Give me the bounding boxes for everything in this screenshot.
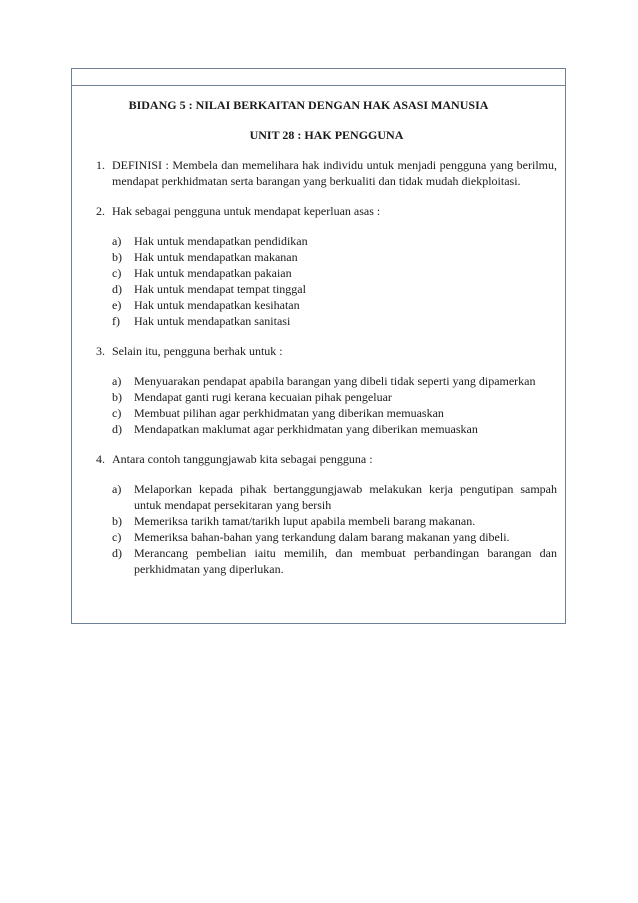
list-item-label: a)	[112, 234, 122, 248]
list-item-text: Memeriksa bahan-bahan yang terkandung dalam barang makanan yang dibeli.	[134, 530, 510, 544]
section-2	[96, 203, 557, 329]
section-3-list	[112, 373, 557, 437]
section-text: DEFINISI : Membela dan memelihara hak individu untuk menjadi pengguna yang berilmu, mendapat perkhidmatan serta barangan yang berkualiti dan tidak mudah diekploitasi.	[112, 158, 557, 188]
list-item-text: Merancang pembelian iaitu memilih, dan membuat perbandingan barangan dan perkhidmatan yang diperlukan.	[134, 546, 557, 576]
list-item-label: f)	[112, 314, 120, 328]
list-item-label: e)	[112, 298, 122, 312]
list-item	[112, 281, 557, 297]
list-item-label: a)	[112, 374, 122, 388]
list-item	[112, 233, 557, 249]
section-number: 3.	[96, 344, 105, 358]
section-4-list	[112, 481, 557, 577]
list-item-text: Membuat pilihan agar perkhidmatan yang diberikan memuaskan	[134, 406, 444, 420]
list-item-label: b)	[112, 250, 122, 264]
document-body	[96, 93, 557, 577]
list-item-text: Menyuarakan pendapat apabila barangan yang dibeli tidak seperti yang dipamerkan	[134, 374, 536, 388]
list-item-label: c)	[112, 406, 122, 420]
list-item	[112, 513, 557, 529]
list-item-label: d)	[112, 282, 122, 296]
section-4	[96, 451, 557, 577]
list-item	[112, 481, 557, 513]
section-number: 2.	[96, 204, 105, 218]
list-item	[112, 297, 557, 313]
section-text: Antara contoh tanggungjawab kita sebagai pengguna :	[112, 452, 373, 466]
list-item	[112, 313, 557, 329]
list-item	[112, 545, 557, 577]
list-item-text: Hak untuk mendapatkan makanan	[134, 250, 298, 264]
list-item-text: Hak untuk mendapatkan sanitasi	[134, 314, 291, 328]
list-item	[112, 421, 557, 437]
list-item-text: Hak untuk mendapat tempat tinggal	[134, 282, 306, 296]
list-item-text: Mendapatkan maklumat agar perkhidmatan yang diberikan memuaskan	[134, 422, 478, 436]
list-item-label: c)	[112, 266, 122, 280]
list-item-text: Hak untuk mendapatkan pendidikan	[134, 234, 308, 248]
list-item-label: c)	[112, 530, 122, 544]
section-3	[96, 343, 557, 437]
unit-title: UNIT 28 : HAK PENGGUNA	[249, 128, 404, 142]
section-number: 1.	[96, 158, 105, 172]
list-item-text: Mendapat ganti rugi kerana kecuaian pihak pengeluar	[134, 390, 392, 404]
section-text: Selain itu, pengguna berhak untuk :	[112, 344, 283, 358]
section-2-list	[112, 233, 557, 329]
page-title: BIDANG 5 : NILAI BERKAITAN DENGAN HAK ASASI MANUSIA	[128, 98, 489, 112]
list-item	[112, 265, 557, 281]
list-item	[112, 373, 557, 389]
list-item-text: Hak untuk mendapatkan pakaian	[134, 266, 292, 280]
list-item	[112, 529, 557, 545]
list-item-label: d)	[112, 546, 122, 560]
list-item-text: Hak untuk mendapatkan kesihatan	[134, 298, 300, 312]
list-item	[112, 405, 557, 421]
list-item-label: a)	[112, 482, 122, 496]
section-1	[96, 157, 557, 189]
list-item-label: d)	[112, 422, 122, 436]
header-divider	[72, 85, 565, 86]
list-item-label: b)	[112, 390, 122, 404]
list-item-text: Melaporkan kepada pihak bertanggungjawab melakukan kerja pengutipan sampah untuk mendapat persekitaran yang bersih	[134, 482, 557, 512]
document-frame	[71, 68, 566, 624]
list-item	[112, 249, 557, 265]
list-item-text: Memeriksa tarikh tamat/tarikh luput apabila membeli barang makanan.	[134, 514, 476, 528]
list-item	[112, 389, 557, 405]
list-item-label: b)	[112, 514, 122, 528]
section-text: Hak sebagai pengguna untuk mendapat keperluan asas :	[112, 204, 381, 218]
section-number: 4.	[96, 452, 105, 466]
